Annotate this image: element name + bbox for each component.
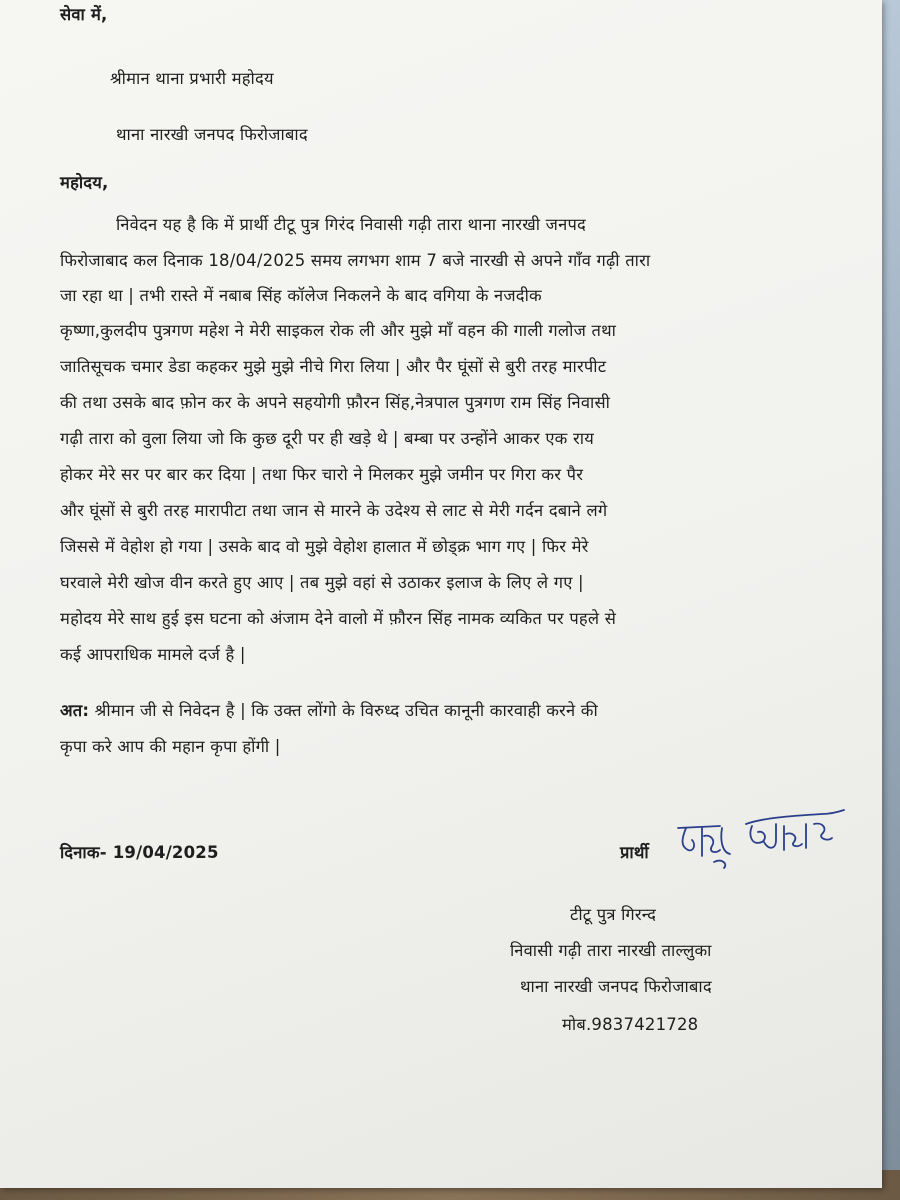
body-line: घरवाले मेरी खोज वीन करते हुए आए | तब मुझे वहां से उठाकर इलाज के लिए ले गए | <box>60 573 584 592</box>
request-label: अत: <box>60 701 90 720</box>
body-line: फिरोजाबाद कल दिनाक 18/04/2025 समय लगभग शाम 7 बजे नारखी से अपने गाँव गढ़ी तारा <box>60 251 651 270</box>
body-line: कई आपराधिक मामले दर्ज है | <box>60 645 246 664</box>
sender-name: टीटू पुत्र गिरन्द <box>570 905 657 924</box>
recipient-line-2: थाना नारखी जनपद फिरोजाबाद <box>116 125 308 144</box>
sender-phone: मोब.9837421728 <box>562 1015 699 1034</box>
body-line: होकर मेरे सर पर बार कर दिया | तथा फिर चारो ने मिलकर मुझे जमीन पर गिरा कर पैर <box>60 465 584 484</box>
body-line: गढ़ी तारा को वुला लिया जो कि कुछ दूरी पर ही खड़े थे | बम्बा पर उन्होंने आकर एक राय <box>60 429 594 448</box>
request-text: श्रीमान जी से निवेदन है | कि उक्त लोंगो के विरुध्द उचित कानूनी कारवाही करने की <box>94 701 598 720</box>
date-label: दिनाक- <box>60 843 107 862</box>
sender-address-2: थाना नारखी जनपद फिरोजाबाद <box>520 977 712 996</box>
body-line: की तथा उसके बाद फ़ोन कर के अपने सहयोगी फ़ौरन सिंह,नेत्रपाल पुत्रगण राम सिंह निवासी <box>60 393 611 412</box>
applicant-label: प्रार्थी <box>620 843 649 862</box>
body-line: जिससे में वेहोश हो गया | उसके बाद वो मुझे वेहोश हालात में छोड्क्र भाग गए | फिर मेरे <box>60 537 589 556</box>
date-row <box>60 842 219 864</box>
recipient-line-1: श्रीमान थाना प्रभारी महोदय <box>110 69 274 88</box>
greeting: महोदय, <box>60 173 109 192</box>
body-line: निवेदन यह है कि में प्रार्थी टीटू पुत्र गिरंद निवासी गढ़ी तारा थाना नारखी जनपद <box>116 215 586 234</box>
salutation-to: सेवा में, <box>60 5 108 24</box>
sender-address-1: निवासी गढ़ी तारा नारखी ताल्लुका <box>510 941 712 960</box>
body-line: महोदय मेरे साथ हुई इस घटना को अंजाम देने वालो में फ़ौरन सिंह नामक व्यकित पर पहले से <box>60 609 617 628</box>
request-line-2: कृपा करे आप की महान कृपा होंगी | <box>60 737 281 756</box>
request-line-1 <box>60 700 598 722</box>
body-line: जातिसूचक चमार डेडा कहकर मुझे मुझे नीचे गिरा लिया | और पैर घूंसों से बुरी तरह मारपीट <box>60 357 607 376</box>
body-line: कृष्णा,कुलदीप पुत्रगण महेश ने मेरी साइकल रोक ली और मुझे माँ वहन की गाली गलोज तथा <box>60 321 617 340</box>
body-line: जा रहा था | तभी रास्ते में नबाब सिंह कॉलेज निकलने के बाद वगिया के नजदीक <box>60 286 542 305</box>
handwritten-signature <box>672 806 852 876</box>
date-value: 19/04/2025 <box>112 843 219 862</box>
body-line: और घूंसों से बुरी तरह मारापीटा तथा जान से मारने के उदेश्य से लाट से मेरी गर्दन दबाने लगे <box>60 501 608 520</box>
